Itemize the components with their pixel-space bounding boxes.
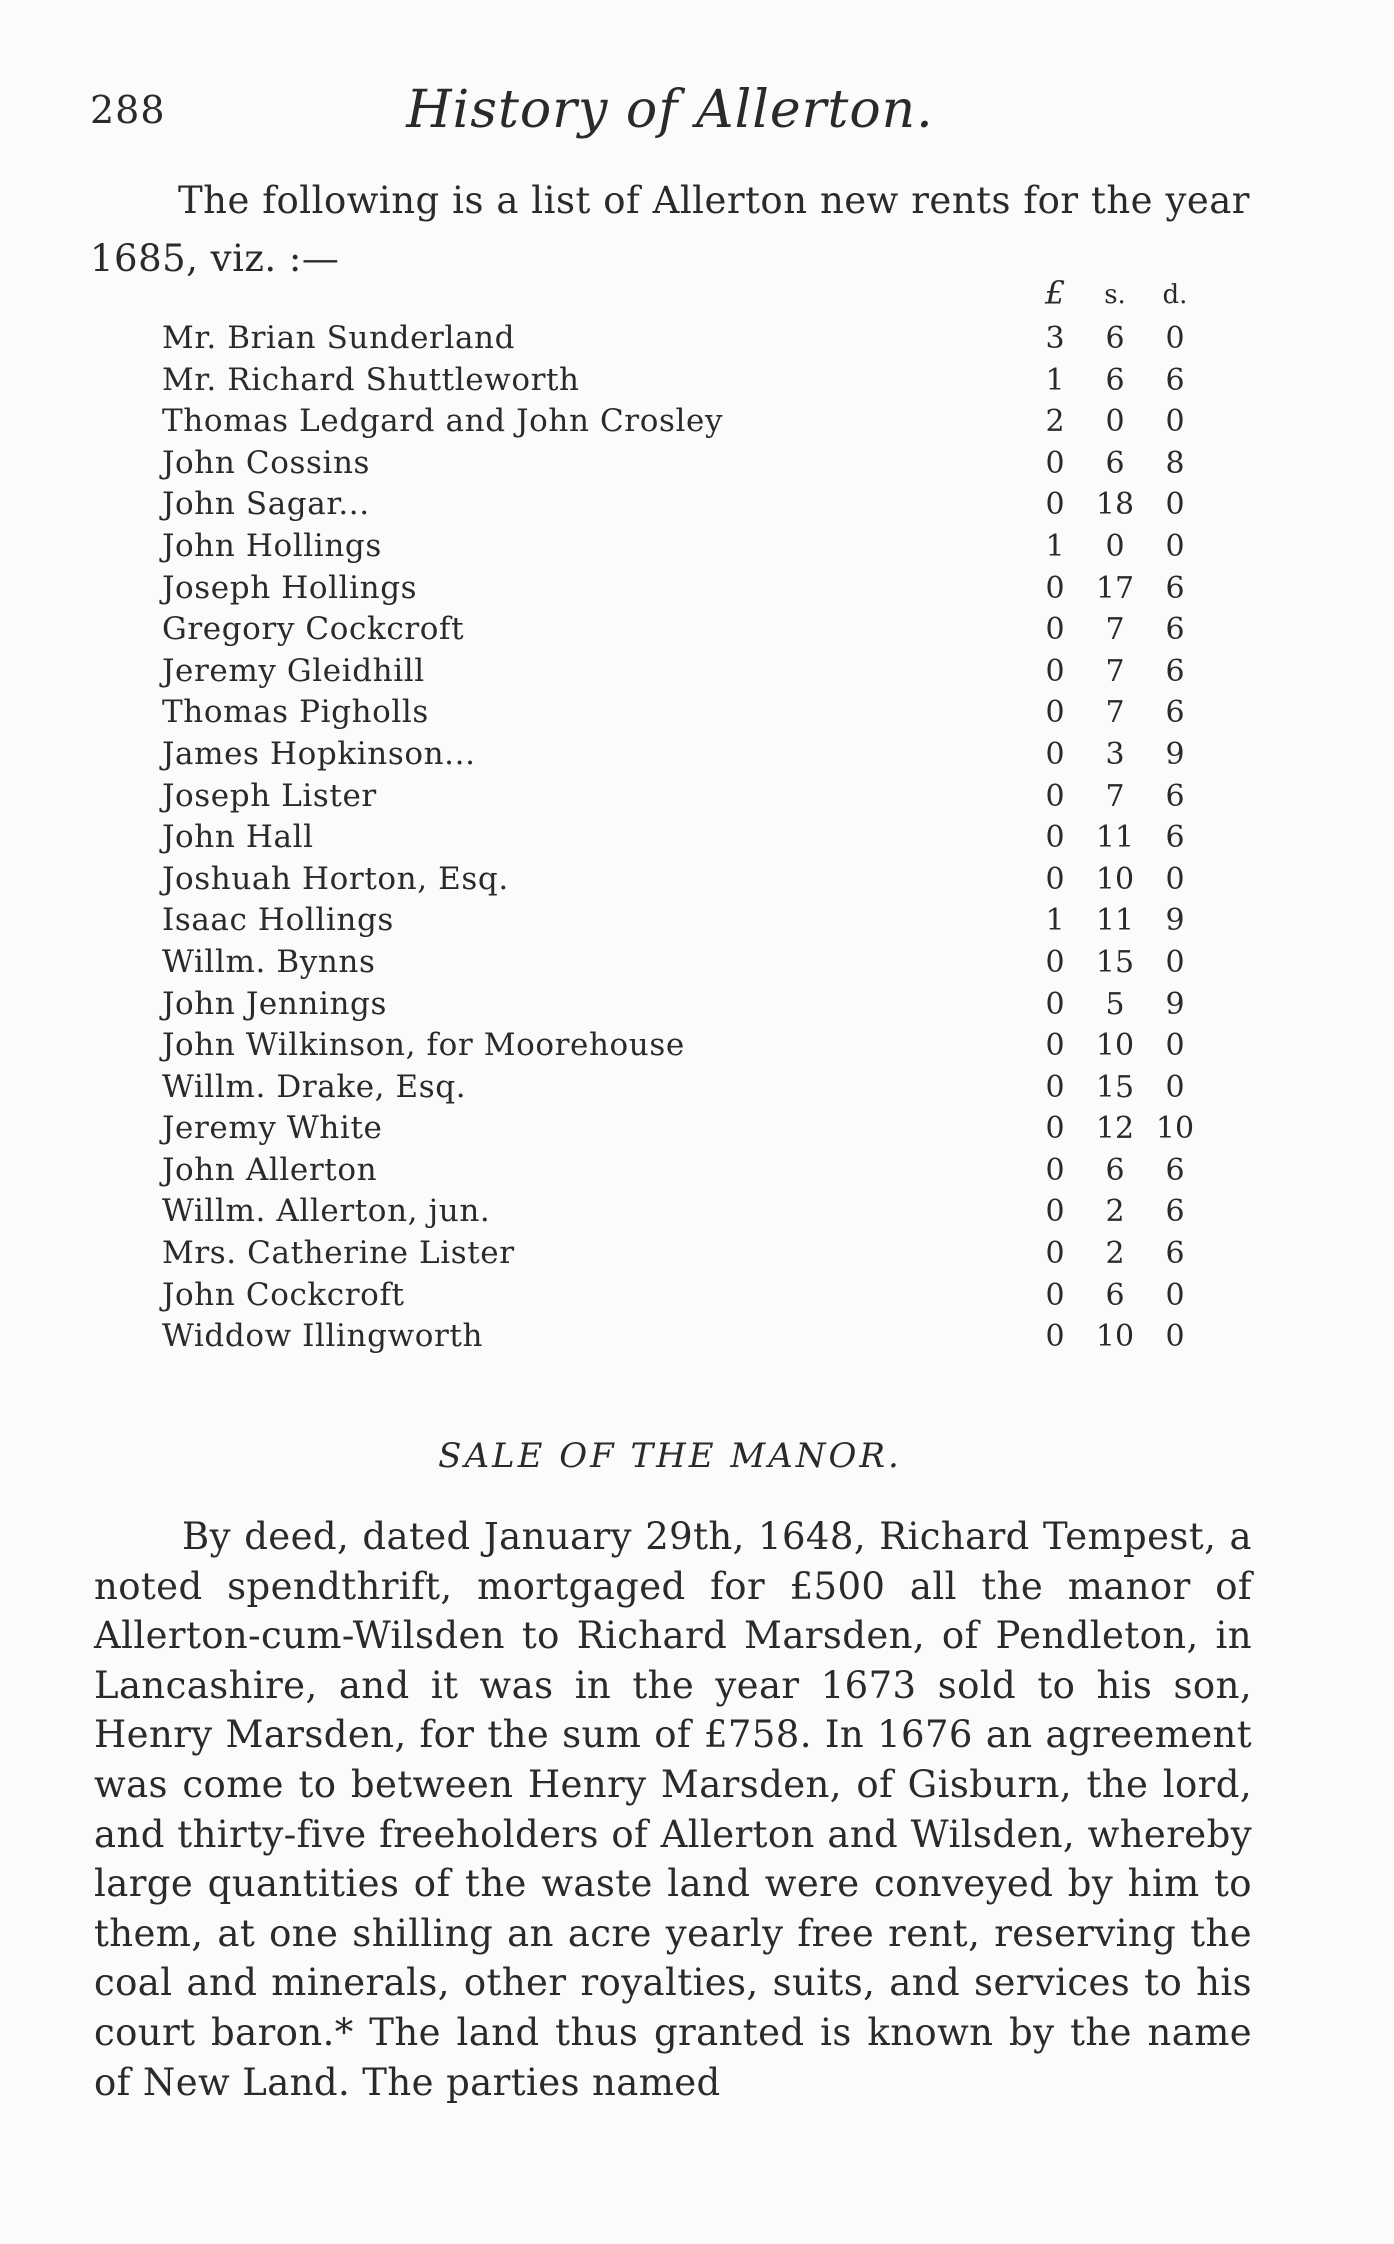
rent-pence: 0: [1150, 1275, 1200, 1317]
rent-name: Mrs. Catherine Lister: [162, 1235, 515, 1272]
body-paragraph: By deed, dated January 29th, 1648, Richard Tempest, a noted spendthrift, mortgaged for £500 all the manor of Allerton-cum-Wilsden to Richard Marsden, of Pendleton, in Lancashire, and it was in the year 1673 sold to his son, Henry Marsden, for the sum of £758. In 1676 an agreement was come to between Henry Marsden, of Gisburn, the lord, and thirty-five freeholders of Allerton and Wilsden, whereby large quantities of the waste land were conveyed by him to them, at one shilling an acre yearly free rent, reserving the coal and minerals, other royalties, suits, and services to his court baron.* The land thus granted is known by the name of New Land. The parties named: [94, 1515, 1252, 2104]
rent-shillings: 17: [1090, 568, 1140, 610]
rent-pounds: 0: [1030, 984, 1080, 1026]
rent-shillings: 0: [1090, 401, 1140, 443]
currency-header: [1030, 274, 1200, 316]
rent-shillings: 7: [1090, 692, 1140, 734]
rent-row: [162, 1067, 1202, 1109]
rent-row: [162, 568, 1202, 610]
rent-name: Joshuah Horton, Esq.: [162, 860, 509, 897]
rent-pounds: 0: [1030, 1275, 1080, 1317]
shillings-header: s.: [1104, 280, 1126, 310]
rent-pence: 6: [1150, 360, 1200, 402]
rent-name: Gregory Cockcroft: [162, 611, 465, 648]
rent-shillings: 5: [1090, 984, 1140, 1026]
rent-shillings: 10: [1090, 859, 1140, 901]
rent-shillings: 6: [1090, 1275, 1140, 1317]
section-heading: SALE OF THE MANOR.: [438, 1436, 902, 1476]
rent-pounds: 0: [1030, 651, 1080, 693]
rent-pounds: 0: [1030, 692, 1080, 734]
rent-pounds: 0: [1030, 734, 1080, 776]
rent-pence: 0: [1150, 942, 1200, 984]
rent-name: Mr. Brian Sunderland: [162, 320, 516, 356]
rent-row: [162, 1275, 1202, 1317]
rent-row: [162, 1150, 1202, 1192]
rent-pence: 6: [1150, 1150, 1200, 1192]
rent-shillings: 3: [1090, 734, 1140, 776]
rent-pounds: 0: [1030, 568, 1080, 610]
rent-pounds: 0: [1030, 609, 1080, 651]
rent-pounds: 1: [1030, 360, 1080, 402]
rent-row: [162, 1025, 1202, 1067]
rent-row: [162, 526, 1202, 568]
rent-pounds: 0: [1030, 1191, 1080, 1233]
intro-paragraph: The following is a list of Allerton new rents for the year 1685, viz. :—: [90, 179, 1250, 280]
rent-pence: 9: [1150, 734, 1200, 776]
rent-name: Mr. Richard Shuttleworth: [162, 361, 580, 398]
rent-pence: 0: [1150, 859, 1200, 901]
rent-pence: 0: [1150, 484, 1200, 526]
rent-shillings: 7: [1090, 776, 1140, 818]
rent-pounds: 0: [1030, 484, 1080, 526]
rent-shillings: 15: [1090, 1067, 1140, 1109]
rent-shillings: 6: [1090, 443, 1140, 485]
rent-shillings: 7: [1090, 609, 1140, 651]
pounds-header: £: [1044, 274, 1066, 312]
rent-shillings: 7: [1090, 651, 1140, 693]
rent-name: John Hall: [162, 819, 314, 856]
rent-name: Thomas Pigholls: [162, 694, 429, 731]
rent-pounds: 3: [1030, 318, 1080, 360]
rent-pence: 0: [1150, 526, 1200, 568]
rent-shillings: 12: [1090, 1108, 1140, 1150]
rent-name: Widdow Illingworth: [162, 1318, 484, 1355]
rent-name: Willm. Allerton, jun.: [162, 1193, 491, 1230]
rent-pounds: 0: [1030, 1067, 1080, 1109]
rent-shillings: 11: [1090, 900, 1140, 942]
rent-pence: 6: [1150, 651, 1200, 693]
rent-shillings: 10: [1090, 1316, 1140, 1358]
pence-header: d.: [1162, 280, 1188, 310]
rent-pounds: 1: [1030, 526, 1080, 568]
rent-pence: 0: [1150, 1067, 1200, 1109]
rent-pounds: 0: [1030, 817, 1080, 859]
rent-pence: 6: [1150, 692, 1200, 734]
rent-shillings: 6: [1090, 360, 1140, 402]
rent-shillings: 6: [1090, 318, 1140, 360]
rent-row: [162, 734, 1202, 776]
rent-row: [162, 318, 1202, 360]
rent-row: [162, 859, 1202, 901]
rent-row: [162, 443, 1202, 485]
rent-pence: 6: [1150, 817, 1200, 859]
rent-pence: 6: [1150, 609, 1200, 651]
rent-row: [162, 484, 1202, 526]
rent-pence: 6: [1150, 1233, 1200, 1275]
rent-pence: 8: [1150, 443, 1200, 485]
rent-row: [162, 1108, 1202, 1150]
rent-row: [162, 817, 1202, 859]
rent-name: John Cockcroft: [162, 1276, 405, 1313]
rent-name: John Allerton: [162, 1151, 378, 1188]
rent-shillings: 2: [1090, 1233, 1140, 1275]
rent-name: John Hollings: [162, 527, 382, 564]
rent-row: [162, 609, 1202, 651]
rent-row: [162, 360, 1202, 402]
rent-shillings: 10: [1090, 1025, 1140, 1067]
rent-pounds: 0: [1030, 1108, 1080, 1150]
rent-pence: 6: [1150, 776, 1200, 818]
rent-name: James Hopkinson...: [162, 735, 476, 772]
rent-name: John Sagar...: [162, 486, 370, 523]
rent-name: Willm. Bynns: [162, 943, 376, 980]
rent-name: John Cossins: [162, 444, 371, 481]
rent-shillings: 6: [1090, 1150, 1140, 1192]
rent-pence: 0: [1150, 318, 1200, 360]
rent-pounds: 0: [1030, 443, 1080, 485]
rent-shillings: 18: [1090, 484, 1140, 526]
rent-pounds: 0: [1030, 1233, 1080, 1275]
rent-name: Joseph Lister: [162, 777, 377, 814]
page-header: [90, 80, 1250, 150]
page-number: 288: [90, 88, 166, 132]
rent-name: Thomas Ledgard and John Crosley: [162, 403, 724, 440]
rent-pounds: 1: [1030, 900, 1080, 942]
rent-pence: 0: [1150, 1316, 1200, 1358]
rent-row: [162, 1191, 1202, 1233]
rent-row: [162, 984, 1202, 1026]
rent-shillings: 11: [1090, 817, 1140, 859]
rent-row: [162, 776, 1202, 818]
rent-row: [162, 1316, 1202, 1358]
rent-pence: 10: [1150, 1108, 1200, 1150]
rent-pounds: 0: [1030, 859, 1080, 901]
rent-row: [162, 1233, 1202, 1275]
rent-row: [162, 942, 1202, 984]
rent-pounds: 0: [1030, 1316, 1080, 1358]
rent-pence: 9: [1150, 900, 1200, 942]
rent-pence: 0: [1150, 1025, 1200, 1067]
rent-shillings: 2: [1090, 1191, 1140, 1233]
rent-name: Joseph Hollings: [162, 569, 418, 606]
rent-list: [162, 318, 1202, 1358]
rent-pence: 6: [1150, 568, 1200, 610]
rent-name: Jeremy Gleidhill: [162, 652, 425, 689]
rent-row: [162, 692, 1202, 734]
rent-pounds: 0: [1030, 942, 1080, 984]
rent-shillings: 0: [1090, 526, 1140, 568]
rent-row: [162, 900, 1202, 942]
rent-pence: 9: [1150, 984, 1200, 1026]
running-title: History of Allerton.: [406, 80, 934, 140]
rent-row: [162, 401, 1202, 443]
rent-row: [162, 651, 1202, 693]
rent-name: Jeremy White: [162, 1110, 383, 1147]
rent-name: Willm. Drake, Esq.: [162, 1068, 467, 1105]
rent-name: Isaac Hollings: [162, 902, 394, 939]
rent-name: John Wilkinson, for Moorehouse: [162, 1027, 685, 1064]
rent-shillings: 15: [1090, 942, 1140, 984]
rent-pounds: 0: [1030, 1150, 1080, 1192]
rent-pounds: 2: [1030, 401, 1080, 443]
rent-pounds: 0: [1030, 776, 1080, 818]
rent-pence: 6: [1150, 1191, 1200, 1233]
rent-pounds: 0: [1030, 1025, 1080, 1067]
rent-name: John Jennings: [162, 985, 388, 1022]
rent-pence: 0: [1150, 401, 1200, 443]
